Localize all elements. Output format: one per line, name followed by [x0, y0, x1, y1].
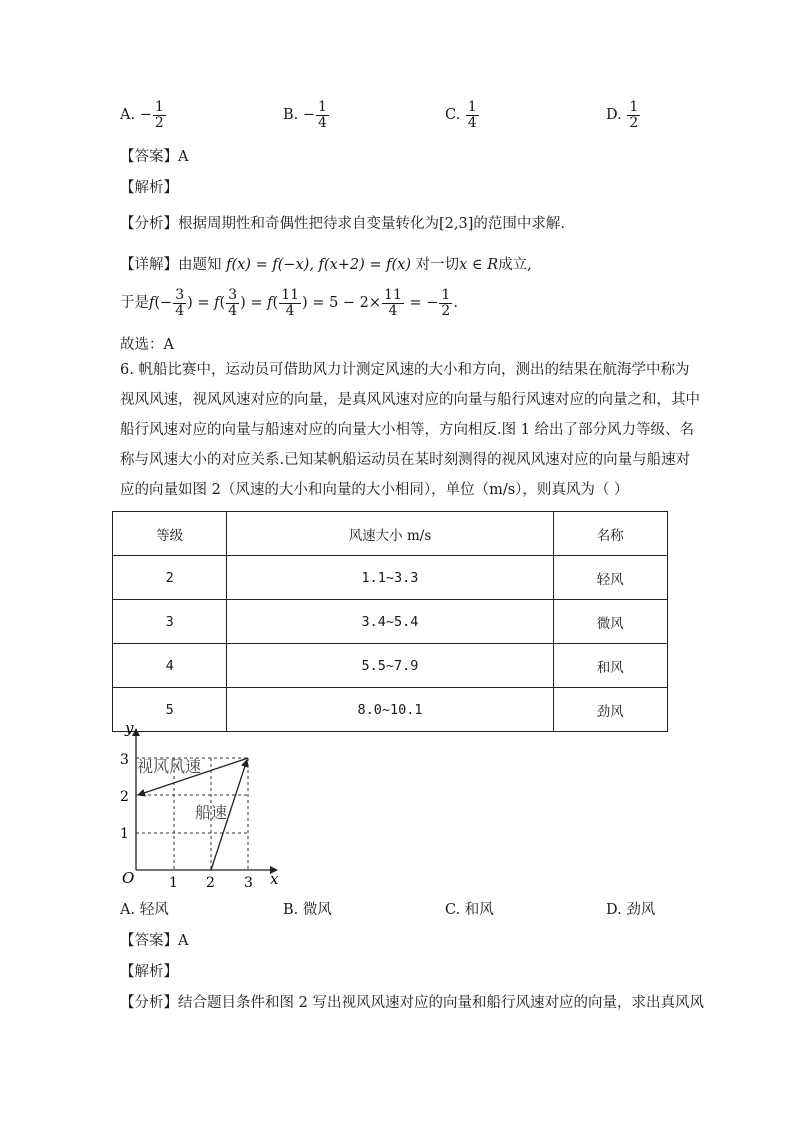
table-row [113, 556, 668, 600]
fraction: $\frac{1}{2}$ [629, 99, 639, 131]
table-cell: 2 [113, 556, 227, 600]
prev-option-c: C. $\frac{1}{4}$ [445, 99, 477, 131]
table-cell: 轻风 [553, 556, 667, 600]
y-tick-label: 3 [120, 752, 129, 768]
prev-analysis: 【分析】根据周期性和奇偶性把待求自变量转化为[2,3]的范围中求解. [120, 216, 565, 232]
table-cell: 3.4~5.4 [227, 600, 553, 644]
prev-option-a: A. − $\frac{1}{2}$ [120, 99, 164, 131]
wind-level-table [112, 511, 668, 732]
q6-answer: 【答案】A [120, 933, 189, 949]
q6-option-d: D. 劲风 [606, 902, 656, 918]
fraction: $\frac{1}{2}$ [154, 99, 164, 131]
x-axis-label: x [270, 870, 279, 888]
fraction: $\frac{11}{4}$ [384, 287, 402, 319]
table-cell: 1.1~3.3 [227, 556, 553, 600]
table-cell: 3 [113, 600, 227, 644]
prev-detail: 【详解】由题知 f(x) = f(−x), f(x+2) = f(x) 对一切x ∈ R成立, [120, 257, 532, 273]
fraction: $\frac{1}{4}$ [318, 99, 327, 131]
x-tick-label: 2 [206, 875, 215, 891]
table-cell: 和风 [553, 644, 667, 688]
prev-conclusion: 故选：A [120, 337, 174, 353]
x-tick-label: 3 [244, 875, 253, 891]
fraction: $\frac{1}{4}$ [467, 99, 477, 131]
table-header-cell: 名称 [553, 512, 667, 556]
q6-option-a: A. 轻风 [120, 902, 169, 918]
q6-analysis-title: 【解析】 [120, 964, 178, 980]
prev-option-d: D. $\frac{1}{2}$ [606, 99, 639, 131]
table-cell: 5 [113, 688, 227, 732]
prev-answer: 【答案】A [120, 149, 189, 165]
fraction: $\frac{3}{4}$ [228, 287, 238, 319]
prev-option-b: B. − $\frac{1}{4}$ [283, 99, 327, 131]
prev-analysis-title: 【解析】 [120, 180, 178, 196]
y-tick-label: 2 [120, 789, 129, 805]
table-header-cell: 等级 [113, 512, 227, 556]
table-cell: 劲风 [553, 688, 667, 732]
fraction: $\frac{3}{4}$ [175, 287, 185, 319]
y-axis-label: y [125, 723, 134, 737]
q6-option-b: B. 微风 [283, 902, 332, 918]
apparent-wind-label: 视风风速 [137, 757, 202, 776]
question-6-stem: 6. 帆船比赛中，运动员可借助风力计测定风速的大小和方向，测出的结果在航海学中称为 视风风速，视风风速对应的向量，是真风风速对应的向量与船行风速对应的向量之和，其中 船行风速对应的向量与船速对应的向量大小相等，方向相反.图 1 给出了部分风力等级、名 称与风速大小的对应关系.已知某帆船运动员在某时刻测得的视风风速对应的向量与船速对 应的向量如图 2（风速的大小和向量的大小相同），单位（m/s），则真风为（ ） [120, 362, 700, 498]
table-cell: 4 [113, 644, 227, 688]
boat-speed-label: 船速 [195, 803, 228, 822]
fraction: $\frac{11}{4}$ [281, 287, 300, 319]
y-tick-label: 1 [120, 826, 129, 842]
table-row [113, 644, 668, 688]
x-tick-label: 1 [169, 875, 178, 891]
origin-label: O [122, 869, 135, 887]
q6-option-c: C. 和风 [445, 902, 494, 918]
prev-calc: 于是f(− $\frac{3}{4}$ ) = f( $\frac{3}{4}$ ) = f( $\frac{11}{4}$ ) = 5 − 2× $\frac{11}{4}$ = − $\frac{1}{2}$ . [120, 287, 458, 319]
table-header-cell: 风速大小 m/s [227, 512, 553, 556]
vector-diagram [105, 723, 295, 893]
table-cell: 5.5~7.9 [227, 644, 553, 688]
table-row [113, 600, 668, 644]
table-cell: 8.0~10.1 [227, 688, 553, 732]
table-header-row [113, 512, 668, 556]
table-cell: 微风 [553, 600, 667, 644]
q6-analysis: 【分析】结合题目条件和图 2 写出视风风速对应的向量和船行风速对应的向量，求出真风风 [120, 995, 704, 1011]
fraction: $\frac{1}{2}$ [441, 287, 451, 319]
